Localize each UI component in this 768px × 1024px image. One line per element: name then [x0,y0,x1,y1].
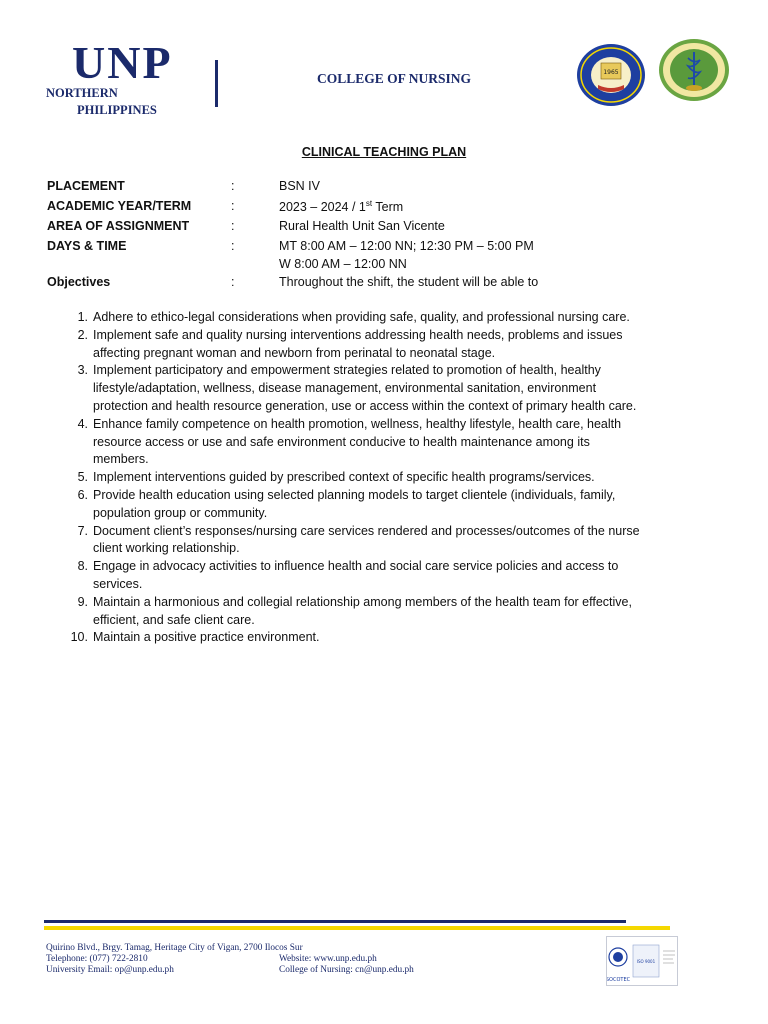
area-label: AREA OF ASSIGNMENT [47,219,190,233]
area-value: Rural Health Unit San Vicente [279,219,445,233]
objective-text-line: Implement interventions guided by prescribed context of specific health programs/services. [93,470,595,485]
objective-text-line: Enhance family competence on health promotion, wellness, healthy lifestyle, health care, health [93,416,622,431]
colon: : [231,219,235,233]
placement-label: PLACEMENT [47,179,125,193]
colon: : [231,179,235,193]
objective-number: 2. [77,327,88,342]
year-value-text: 2023 – 2024 / 1 [279,200,366,215]
document-title-text: CLINICAL TEACHING PLAN [301,145,467,159]
year-value [279,199,403,214]
colon: : [231,239,235,253]
college-name: COLLEGE OF NURSING [317,71,472,86]
days-label: DAYS & TIME [47,239,127,253]
objective-item [66,327,726,363]
objective-text-line: affecting pregnant woman and newborn from perinatal to neonatal stage. [93,345,496,360]
seal-year: 1965 [603,69,619,76]
objective-item [66,594,726,630]
footer-telephone: Telephone: (077) 722-2810 [46,954,148,964]
logo-philippines-text: PHILIPPINES [77,103,157,117]
objective-text-line: resource access or use and safe environment conducive to health maintenance among its [93,434,590,449]
logo-unp-text: UNP [72,37,173,88]
objective-number: 1. [77,310,88,324]
footer-rule-blue [44,920,626,923]
year-value-sup: st [365,199,373,208]
objective-text-line: Provide health education using selected planning models to target clientele (individuals, family, [93,487,616,502]
colon: : [231,275,235,289]
objective-text-line: lifestyle/adaptation, wellness, disease management, environmental sanitation, environment [93,381,597,396]
objective-text-line: protection and health resource generation, use or access within the context of primary health care. [93,398,637,413]
objective-item [66,523,726,559]
objective-text-line: Maintain a harmonious and collegial relationship among members of the health team for effective, [93,594,632,609]
objective-item [66,362,726,415]
objective-item [66,629,726,647]
objective-number: 9. [77,594,88,609]
logo-northern-text: NORTHERN [46,86,118,100]
footer-address: Quirino Blvd., Brgy. Tamag, Heritage City of Vigan, 2700 Ilocos Sur [46,943,303,953]
cert-name: SOCOTEC [607,977,631,983]
socotec-logo-icon [607,937,677,985]
objective-text-line: population group or community. [93,505,268,520]
certification-badge [606,936,678,986]
objective-text-line: Engage in advocacy activities to influence health and social care service policies and access to [93,559,619,574]
objective-number: 10. [70,630,88,645]
objective-text-line: members. [93,452,149,467]
objective-text-line: Adhere to ethico-legal considerations when providing safe, quality, and professional nursing care. [93,310,630,324]
objective-item [66,309,726,327]
objective-text-line: efficient, and safe client care. [93,612,255,627]
objective-item [66,416,726,469]
objective-item [66,487,726,523]
objective-text-line: client working relationship. [93,541,240,556]
university-seal-icon [576,43,646,107]
nursing-seal-icon [658,38,730,102]
cert-iso: ISO 9001 [636,959,656,964]
objectives-label: Objectives [47,275,111,289]
objective-item [66,558,726,594]
objectives-list [66,309,726,647]
document-title [0,145,768,159]
footer-nursing-email[interactable]: College of Nursing: cn@unp.edu.ph [279,965,414,975]
objective-number: 5. [77,470,88,485]
year-label: ACADEMIC YEAR/TERM [47,199,192,213]
objective-number: 7. [77,523,88,538]
days-value-2: W 8:00 AM – 12:00 NN [279,257,407,271]
objective-item [66,469,726,487]
footer-rule-yellow [44,926,670,930]
footer-email[interactable]: University Email: op@unp.edu.ph [46,965,174,975]
objective-number: 4. [77,416,88,431]
objectives-intro: Throughout the shift, the student will be able to [279,275,539,289]
colon: : [231,199,235,213]
objective-text-line: Maintain a positive practice environment. [93,630,320,645]
objective-number: 8. [77,559,88,574]
objective-number: 3. [77,363,88,378]
objective-text-line: services. [93,576,143,591]
year-value-tail: Term [372,200,404,215]
logo-divider [215,60,218,107]
objective-text-line: Document client’s responses/nursing care services rendered and processes/outcomes of the nurse [93,523,640,538]
objective-number: 6. [77,487,88,502]
objective-text-line: Implement safe and quality nursing interventions addressing health needs, problems and issues [93,327,623,342]
placement-value: BSN IV [279,179,320,193]
objective-text-line: Implement participatory and empowerment strategies related to promotion of health, healthy [93,363,601,378]
days-value-1: MT 8:00 AM – 12:00 NN; 12:30 PM – 5:00 PM [279,239,534,253]
footer-website[interactable]: Website: www.unp.edu.ph [279,954,377,964]
